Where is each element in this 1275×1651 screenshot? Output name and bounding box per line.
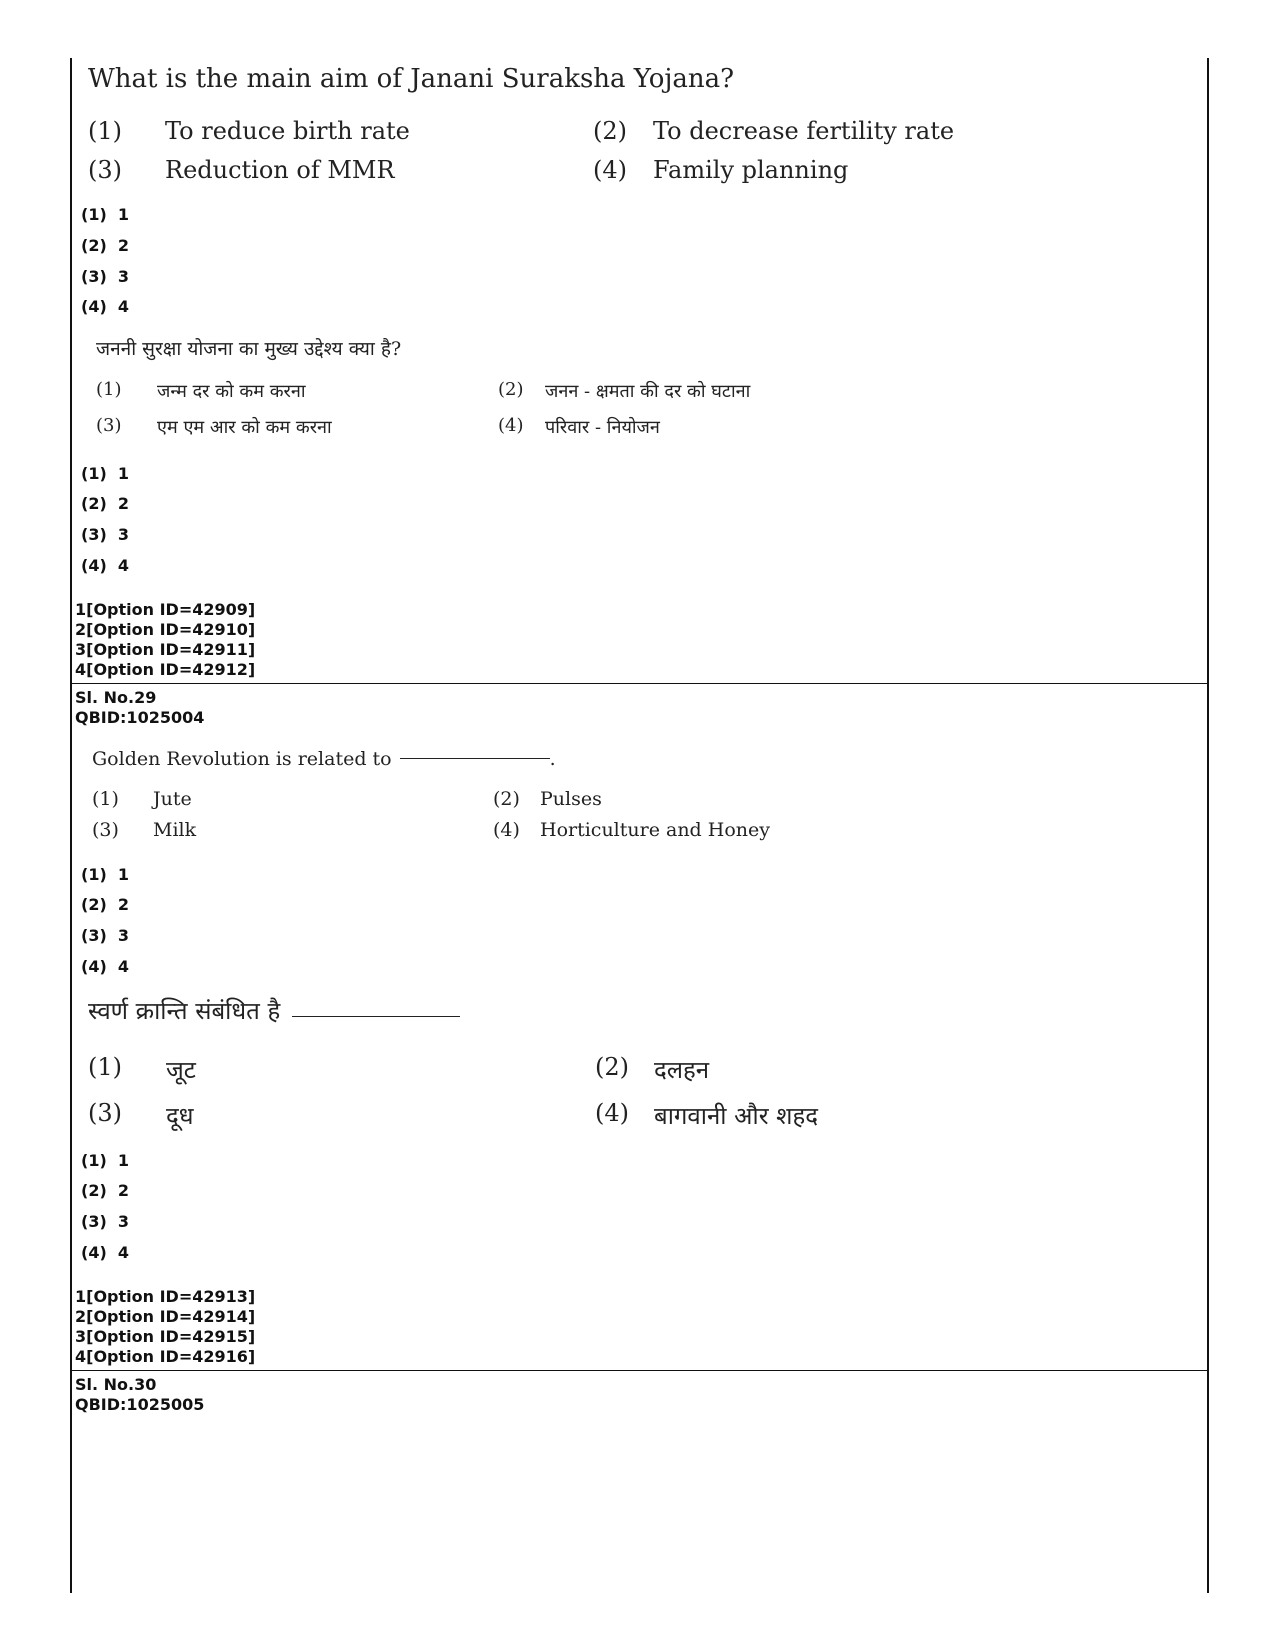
q28-option-3-num-en: (3): [88, 156, 122, 184]
q29-option-3-text-en: Milk: [153, 819, 197, 841]
q29-question-en: Golden Revolution is related to: [92, 748, 392, 770]
q29-answer-choice-1[interactable]: (1) 1: [81, 865, 130, 884]
q28-option-1-num-en: (1): [88, 117, 122, 145]
question-28-text-hi: जननी सुरक्षा योजना का मुख्य उद्देश्य क्या है?: [96, 338, 402, 360]
q29-option-id-3: 3[Option ID=42915]: [75, 1327, 256, 1346]
q29-option-2-text-en: Pulses: [540, 788, 602, 810]
q29-option-1-num-en: (1): [92, 788, 119, 810]
q29-option-1-num-hi: (1): [88, 1053, 122, 1081]
question-28-text-en: What is the main aim of Janani Suraksha Yojana?: [88, 64, 735, 94]
q28-option-4-text-en: Family planning: [653, 156, 849, 184]
q30-sl-no: Sl. No.30: [75, 1375, 157, 1394]
q29-answer-choice-4-hi[interactable]: (4) 4: [81, 1243, 130, 1262]
q28-answer-choice-3-hi[interactable]: (3) 3: [81, 525, 130, 544]
q29-option-id-1: 1[Option ID=42913]: [75, 1287, 256, 1306]
q28-option-2-text-hi: जनन - क्षमता की दर को घटाना: [545, 381, 751, 402]
q29-header: [75, 688, 204, 728]
q29-option-3-text-hi: दूध: [166, 1102, 194, 1130]
q29-option-2-num-hi: (2): [595, 1053, 629, 1081]
q30-qbid: QBID:1025005: [75, 1395, 205, 1414]
q28-option-2-num-hi: (2): [498, 379, 524, 400]
q29-option-2-num-en: (2): [493, 788, 520, 810]
q29-option-4-text-hi: बागवानी और शहद: [654, 1102, 818, 1130]
q28-option-3-text-hi: एम एम आर को कम करना: [157, 417, 332, 438]
q28-option-3-num-hi: (3): [96, 415, 122, 436]
q29-answer-choice-2-hi[interactable]: (2) 2: [81, 1181, 130, 1200]
q28-option-id-2: 2[Option ID=42910]: [75, 620, 256, 639]
q28-answer-choice-2-hi[interactable]: (2) 2: [81, 494, 130, 513]
q28-option-1-num-hi: (1): [96, 379, 122, 400]
q28-option-2-text-en: To decrease fertility rate: [653, 117, 955, 145]
q28-answer-choice-4-hi[interactable]: (4) 4: [81, 556, 130, 575]
q28-option-id-3: 3[Option ID=42911]: [75, 640, 256, 659]
q30-header: [75, 1375, 204, 1415]
q29-option-2-text-hi: दलहन: [654, 1056, 710, 1084]
q29-option-4-num-en: (4): [493, 819, 520, 841]
q28-answer-choice-4[interactable]: (4) 4: [81, 297, 130, 316]
q29-option-4-text-en: Horticulture and Honey: [540, 819, 770, 841]
q29-answer-choice-4[interactable]: (4) 4: [81, 957, 130, 976]
q28-answer-choice-1-hi[interactable]: (1) 1: [81, 464, 130, 483]
q28-answer-choice-3[interactable]: (3) 3: [81, 267, 130, 286]
q29-option-id-4: 4[Option ID=42916]: [75, 1347, 256, 1366]
q29-answer-choice-2[interactable]: (2) 2: [81, 895, 130, 914]
q29-qbid: QBID:1025004: [75, 708, 205, 727]
q28-option-1-text-hi: जन्म दर को कम करना: [157, 381, 306, 402]
q28-option-3-text-en: Reduction of MMR: [165, 156, 395, 184]
q29-option-4-num-hi: (4): [595, 1099, 629, 1127]
q29-question-hi: स्वर्ण क्रान्ति संबंधित है: [88, 997, 281, 1025]
question-divider-2: [72, 1370, 1207, 1371]
q28-answer-choice-1[interactable]: (1) 1: [81, 205, 130, 224]
q28-option-4-text-hi: परिवार - नियोजन: [545, 417, 660, 438]
q29-option-1-text-en: Jute: [153, 788, 192, 810]
q29-option-3-num-hi: (3): [88, 1099, 122, 1127]
q29-option-3-num-en: (3): [92, 819, 119, 841]
q29-option-ids: [75, 1287, 255, 1367]
q29-answer-choice-3[interactable]: (3) 3: [81, 926, 130, 945]
question-29-text-en: [92, 748, 556, 770]
fill-in-blank-hi: [292, 1016, 460, 1017]
q28-option-id-4: 4[Option ID=42912]: [75, 660, 256, 679]
q28-option-4-num-hi: (4): [498, 415, 524, 436]
question-29-text-hi: [88, 994, 460, 1027]
q28-option-id-1: 1[Option ID=42909]: [75, 600, 256, 619]
fill-in-blank: [400, 758, 550, 759]
q28-option-2-num-en: (2): [593, 117, 627, 145]
q29-question-en-end: .: [549, 748, 556, 770]
q29-option-id-2: 2[Option ID=42914]: [75, 1307, 256, 1326]
q28-option-1-text-en: To reduce birth rate: [165, 117, 410, 145]
q29-sl-no: Sl. No.29: [75, 688, 157, 707]
q28-option-ids: [75, 600, 255, 680]
q29-answer-choice-1-hi[interactable]: (1) 1: [81, 1151, 130, 1170]
q29-answer-choice-3-hi[interactable]: (3) 3: [81, 1212, 130, 1231]
q28-option-4-num-en: (4): [593, 156, 627, 184]
question-divider: [72, 683, 1207, 684]
q28-answer-choice-2[interactable]: (2) 2: [81, 236, 130, 255]
q29-option-1-text-hi: जूट: [166, 1056, 196, 1084]
